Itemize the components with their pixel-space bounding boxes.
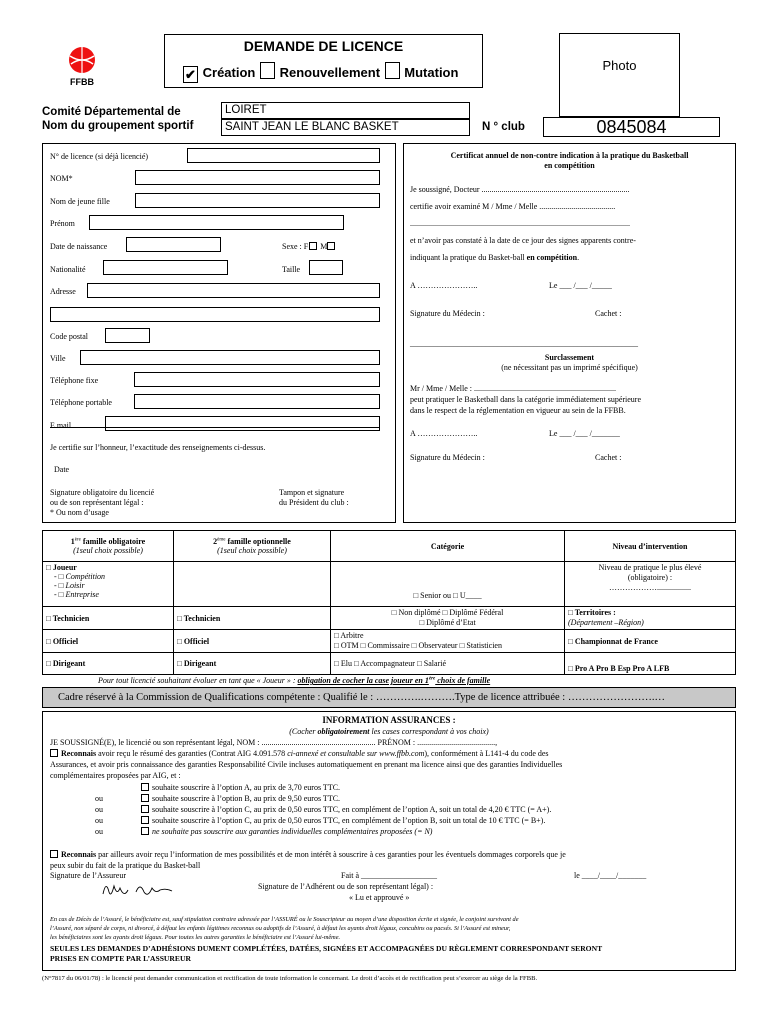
senior-option[interactable]: □ Senior ou □ U____ — [331, 562, 565, 607]
code-postal-input[interactable] — [105, 328, 150, 343]
code-postal-label: Code postal — [50, 332, 88, 341]
footer-note: (N°7817 du 06/01/78) : le licencié peut demander communication et rectification de toute information le concernant. Le droit d’accès et de rectification peut s’exercer au siège de la FFBB. — [42, 975, 538, 982]
club-number-label: N ° club — [482, 121, 525, 133]
header-famille-1 — [43, 531, 174, 562]
reconnais-checkbox[interactable] — [50, 749, 58, 757]
option-b-text: souhaite souscrire à l’option B, au prix de 9,50 euros TTC. — [152, 794, 341, 803]
assurance-line-2 — [50, 749, 549, 758]
separator-line: _________________________________________________________ — [410, 339, 638, 348]
technicien-option-2[interactable]: □ Technicien — [174, 607, 331, 630]
option-b-plus-text: souhaite souscrire à l’option C, au prix de 0,50 euros TTC, en complément de l’option B, soit un total de 10 € TTC (= B+). — [152, 816, 546, 825]
email-label: E.mail — [50, 421, 72, 430]
logo-text: FFBB — [70, 77, 94, 87]
photo-box — [559, 33, 680, 117]
h1-text: famille obligatoire — [80, 537, 146, 546]
mutation-label: Mutation — [404, 65, 459, 80]
tel-portable-label: Téléphone portable — [50, 398, 112, 407]
surclassement-line-2: peut pratiquer le Basketball dans la catégorie immédiatement supérieure — [410, 395, 642, 404]
otm-options[interactable]: □ OTM □ Commissaire □ Observateur □ Statisticien — [334, 641, 502, 650]
seules-line-2: PRISES EN COMPTE PAR L’ASSUREUR — [50, 954, 191, 963]
assurance-subtitle — [42, 727, 736, 736]
tampon-label-2: du Président du club : — [279, 498, 349, 507]
lu-approuve: « Lu et approuvé » — [349, 893, 410, 902]
certificat-title-2: en compétition — [544, 161, 595, 170]
ou-1: ou — [95, 794, 103, 803]
prenom-label: Prénom — [50, 219, 75, 228]
seules-line-1: SEULES LES DEMANDES D’ADHÉSIONS DUMENT COMPLÉTÉES, DATÉES, SIGNÉES ET ACCOMPAGNÉES DU RÈGLEMENT CORRESPONDANT SERONT — [50, 944, 603, 953]
certificat-lieu: A ………………….. — [410, 281, 478, 290]
certificat-line-3: .............................................................................................................. — [410, 219, 630, 228]
certificat-line-5-bold: en compétition — [526, 253, 578, 262]
assureur-signature — [100, 878, 180, 900]
h1-sub: (1seul choix possible) — [73, 546, 143, 555]
sexe-label: Sexe : F — [282, 242, 309, 251]
sexe-field — [282, 242, 338, 251]
reconnais-2-checkbox[interactable] — [50, 850, 58, 858]
line2b: avoir reçu le résumé des garanties (Contrat AIG 4.091.578 — [96, 749, 288, 758]
email-input[interactable] — [105, 416, 380, 431]
option-b[interactable] — [141, 794, 340, 803]
groupement-label: Nom du groupement sportif — [42, 120, 194, 132]
option-b-checkbox[interactable] — [141, 794, 149, 802]
nom-label: NOM* — [50, 174, 73, 183]
reconnais-2 — [50, 850, 566, 859]
ou-2: ou — [95, 805, 103, 814]
h2-num: 2 — [213, 537, 218, 546]
joueur-note — [98, 676, 490, 685]
adresse-input-2[interactable] — [50, 307, 380, 322]
arbitre-option[interactable]: □ Arbitre — [334, 631, 364, 640]
famille-2-empty — [174, 562, 331, 607]
surclassement-cachet: Cachet : — [595, 453, 622, 462]
tel-fixe-label: Téléphone fixe — [50, 376, 99, 385]
h2-text: famille optionnelle — [225, 537, 291, 546]
creation-label: Création — [202, 65, 256, 80]
joueur-option[interactable]: □ Joueur — [46, 563, 77, 572]
technicien-option[interactable]: □ Technicien — [43, 607, 174, 630]
certificat-line-5-end: . — [577, 253, 580, 262]
mutation-checkbox[interactable] — [385, 62, 400, 79]
nationalite-input[interactable] — [103, 260, 228, 275]
taille-input[interactable] — [309, 260, 343, 275]
cachet-label: Cachet : — [595, 309, 622, 318]
creation-checkbox[interactable]: ✔ — [183, 66, 198, 83]
renouvellement-checkbox[interactable] — [260, 62, 275, 79]
certificat-title-1: Certificat annuel de non-contre indication à la pratique du Basketball — [450, 151, 689, 160]
assurance-subtitle-c: les cases correspondant à vos choix) — [369, 727, 489, 736]
certificat-line-5 — [410, 253, 579, 262]
niveau-label-1: Niveau de pratique le plus élevé — [598, 563, 702, 572]
deces-line-3: les bénéficiaires sont les ayants droit légaux. Pour toutes les autres garanties le bénéficiaire est l’Assuré lui-même. — [50, 934, 341, 941]
sexe-m-label: M — [320, 242, 328, 251]
surclassement-title: Surclassement — [544, 353, 595, 362]
licence-type-options — [182, 62, 458, 83]
reconnais-2-bold: Reconnais — [61, 850, 97, 859]
sexe-m-checkbox[interactable] — [327, 242, 335, 250]
joueur-note-bold: obligation de cocher la case joueur en 1 — [297, 676, 429, 685]
certificat-section — [403, 143, 736, 523]
assurance-subtitle-b: obligatoirement — [317, 727, 370, 736]
assurance-date: le ____/____/_______ — [574, 871, 647, 880]
comite-field[interactable]: LOIRET — [221, 102, 470, 119]
ou-3: ou — [95, 816, 103, 825]
option-n[interactable] — [141, 827, 432, 836]
niveau-dots: ………………................. — [609, 583, 691, 592]
photo-label: Photo — [602, 58, 637, 73]
renouvellement-label: Renouvellement — [279, 65, 381, 80]
nom-usage-note: * Ou nom d’usage — [50, 508, 109, 517]
option-b-plus[interactable] — [141, 816, 545, 825]
dirigeant-option[interactable]: □ Dirigeant — [43, 653, 174, 675]
option-n-checkbox[interactable] — [141, 827, 149, 835]
adresse-label: Adresse — [50, 287, 76, 296]
line2d: ), conformément à L141-4 du code des — [424, 749, 549, 758]
dirigeant-roles[interactable]: □ Elu □ Accompagnateur □ Salarié — [331, 653, 565, 675]
h1-num: 1 — [70, 537, 75, 546]
niveau-label-2: (obligatoire) : — [627, 573, 673, 582]
ffbb-logo — [62, 44, 102, 90]
commission-text: Cadre réservé à la Commission de Qualifications compétente : Qualifié le : ………….……….Type de licence attribuée : …………………….… — [58, 692, 665, 703]
h2-sup: ème — [217, 537, 226, 543]
surclassement-line-1: Mr / Mme / Melle : ....................................................................... — [410, 384, 616, 393]
diplome-options-2[interactable]: □ Diplômé d’Etat — [419, 618, 476, 627]
signature-adherent-label: Signature de l’Adhérent ou de son représentant légal) : — [258, 882, 434, 891]
certifie-text: Je certifie sur l’honneur, l’exactitude des renseignements ci-dessus. — [50, 443, 266, 452]
loisir-option[interactable]: - □ Loisir — [54, 581, 85, 590]
line2c: ci-annexé et consultable sur www.ffbb.com — [287, 749, 425, 758]
club-number-field[interactable]: 0845084 — [543, 117, 720, 137]
joueur-cell[interactable] — [43, 562, 174, 607]
sexe-f-checkbox[interactable] — [309, 242, 317, 250]
ffbb-logo-icon — [62, 44, 102, 76]
option-b-plus-checkbox[interactable] — [141, 816, 149, 824]
joueur-note-end: choix de famille — [435, 676, 491, 685]
date-naissance-label: Date de naissance — [50, 242, 108, 251]
assurance-title: INFORMATION ASSURANCES : — [322, 715, 456, 725]
reconnais-bold: Reconnais — [61, 749, 97, 758]
assurance-line-1: JE SOUSSIGNÉ(E), le licencié ou son représentant légal, NOM : ......................................................... PRÉNOM : ......................................., — [50, 738, 498, 747]
officiel-option-2[interactable]: □ Officiel — [174, 630, 331, 653]
territoires-sub: (Département –Région) — [568, 618, 644, 627]
assurance-line-3: Assurances, et avoir pris connaissance des garanties Responsabilité Civile incluses automatiquement en prenant ma licence ainsi que des garanties Individuelles — [50, 760, 563, 769]
option-n-text: ne souhaite pas souscrire aux garanties individuelles complémentaires proposées (= N) — [152, 827, 433, 836]
tel-fixe-input[interactable] — [134, 372, 380, 387]
reconnais-2-cont: peux subir du fait de la pratique du Basket-ball — [50, 861, 201, 870]
surclassement-lieu: A ………………….. — [410, 429, 478, 438]
pro-option[interactable]: □ Pro A Pro B Esp Pro A LFB — [565, 653, 736, 675]
header-famille-2 — [174, 531, 331, 562]
licence-no-label: N° de licence (si déjà licencié) — [50, 152, 149, 161]
option-a-text: souhaite souscrire à l’option A, au prix de 3,70 euros TTC. — [152, 783, 341, 792]
h1-sup: ère — [74, 537, 81, 543]
licence-no-input[interactable] — [187, 148, 380, 163]
tel-portable-input[interactable] — [134, 394, 380, 409]
taille-label: Taille — [282, 265, 301, 274]
nationalite-label: Nationalité — [50, 265, 86, 274]
reconnais-2-text: par ailleurs avoir reçu l’information de mes possibilités et de mon intérêt à souscrire à ces garanties pour les éventuels dommages corporels que je — [96, 850, 566, 859]
dirigeant-option-2[interactable]: □ Dirigeant — [174, 653, 331, 675]
deces-line-2: l’Assuré, non séparé de corps, ni divorcé, à défaut les enfants légitimes reconnus ou adoptifs de l’Assuré, à défaut les ayants droit légaux, concubins ou pacsés. Si l’Assuré est mineur, — [50, 925, 511, 932]
territoires-option[interactable]: □ Territoires : — [568, 608, 616, 617]
competition-option[interactable]: - □ Compétition — [54, 572, 106, 581]
prenom-input[interactable] — [89, 215, 344, 230]
page-title: DEMANDE DE LICENCE — [243, 38, 404, 54]
nom-input[interactable] — [135, 170, 380, 185]
joueur-note-text: Pour tout licencié souhaitant évoluer en tant que « Joueur » : — [98, 676, 298, 685]
ou-4: ou — [95, 827, 103, 836]
date-label: Date — [54, 465, 70, 474]
adresse-input-1[interactable] — [87, 283, 380, 298]
entreprise-option[interactable]: - □ Entreprise — [54, 590, 99, 599]
signature-assureur-label: Signature de l’Assureur — [50, 871, 126, 880]
surclassement-signature: Signature du Médecin : — [410, 453, 485, 462]
certificat-line-5-text: indiquant la pratique du Basket-ball — [410, 253, 527, 262]
h2-sub: (1seul choix possible) — [217, 546, 287, 555]
groupement-field[interactable]: SAINT JEAN LE BLANC BASKET — [221, 119, 470, 136]
option-a-plus-checkbox[interactable] — [141, 805, 149, 813]
option-a-plus[interactable] — [141, 805, 551, 814]
officiel-option[interactable]: □ Officiel — [43, 630, 174, 653]
nom-jeune-fille-input[interactable] — [135, 193, 380, 208]
officiel-roles-cell[interactable] — [331, 630, 565, 653]
surclassement-date: Le ___ /___ /_______ — [549, 429, 620, 438]
certificat-line-4: et n’avoir pas constaté à la date de ce jour des signes apparents contre- — [410, 236, 636, 245]
date-naissance-input[interactable] — [126, 237, 221, 252]
deces-line-1: En cas de Décès de l’Assuré, le bénéficiaire est, sauf stipulation contraire adressée par l’ASSURÉ ou le Souscripteur au moyen d’une disposition écrite et signée, le conjoint survivant de — [50, 916, 519, 923]
diplome-cell[interactable] — [331, 607, 565, 630]
championnat-option[interactable]: □ Championnat de France — [565, 630, 736, 653]
signature-medecin-label: Signature du Médecin : — [410, 309, 485, 318]
assurance-line-4: complémentaires proposées par AIG, et : — [50, 771, 181, 780]
territoires-cell[interactable] — [565, 607, 736, 630]
ville-label: Ville — [50, 354, 66, 363]
certificat-line-2: certifie avoir examiné M / Mme / Melle ...................................... — [410, 202, 616, 211]
option-a-checkbox[interactable] — [141, 783, 149, 791]
certificat-date: Le ___ /___ /_____ — [549, 281, 612, 290]
ville-input[interactable] — [80, 350, 380, 365]
signature-licencie-1: Signature obligatoire du licencié — [50, 488, 155, 497]
surclassement-line-3: dans le respect de la réglementation en vigueur au sein de la FFBB. — [410, 406, 626, 415]
header-niveau: Niveau d’intervention — [565, 531, 736, 562]
certificat-line-1: Je soussigné, Docteur .......................................................................... — [410, 185, 630, 194]
joueur-note-sup: ère — [428, 676, 436, 682]
nom-jeune-fille-label: Nom de jeune fille — [50, 197, 110, 206]
option-a[interactable] — [141, 783, 340, 792]
signature-licencie-2: ou de son représentant légal : — [50, 498, 144, 507]
fait-a: Fait à ___________________ — [341, 871, 437, 880]
diplome-options-1[interactable]: □ Non diplômé □ Diplômé Fédéral — [391, 608, 504, 617]
niveau-pratique-cell[interactable] — [565, 562, 736, 607]
licence-categories-table — [42, 530, 736, 675]
tampon-label-1: Tampon et signature — [279, 488, 345, 497]
surclassement-subtitle: (ne nécessitant pas un imprimé spécifique) — [501, 363, 638, 372]
option-a-plus-text: souhaite souscrire à l’option C, au prix de 0,50 euros TTC, en complément de l’option A, soit un total de 4,20 € TTC (= A+). — [152, 805, 552, 814]
header-categorie: Catégorie — [331, 531, 565, 562]
comite-label: Comité Départemental de — [42, 106, 181, 118]
assurance-subtitle-a: (Cocher — [289, 727, 318, 736]
